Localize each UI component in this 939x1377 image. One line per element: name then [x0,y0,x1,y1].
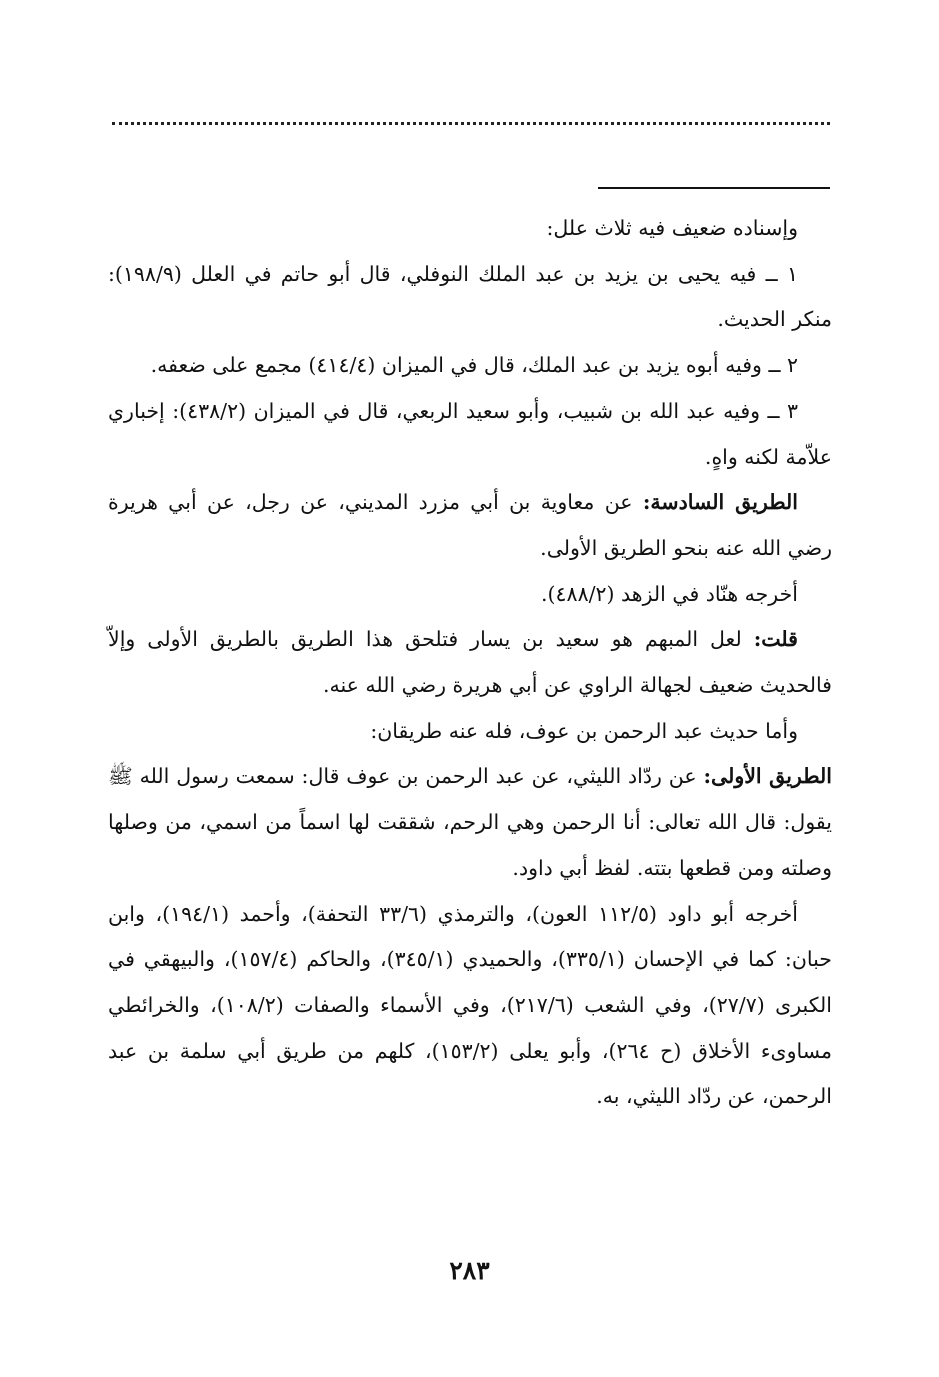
paragraph-abdulrahman: وأما حديث عبد الرحمن بن عوف، فله عنه طريقان: [370,718,798,743]
paragraph-intro: وإسناده ضعيف فيه ثلاث علل: [546,216,798,240]
paragraph-hannad: أخرجه هنّاد في الزهد (٤٨٨/٢). [541,581,798,606]
paragraph-takhrij: أخرجه أبو داود (١١٢/٥ العون)، والترمذي (٣٣/٦ التحفة)، وأحمد (١٩٤/١)، وابن حبان: كما في الإحسان (٣٣٥/١)، والحميدي (٣٤٥/١)، والحاكم (١٥٧/٤)، والبيهقي في الكبرى (٢٧/٧)، وفي الشعب (٢١٧/٦)، وفي الأسماء والصفات (١٠٨/٢)، والخرائطي مساوىء الأخلاق (ح ٢٦٤)، وأبو يعلى (١٥٣/٢)، كلهم من طريق أبي سلمة بن عبد الرحمن، عن ردّاد الليثي، به. [108,901,832,1109]
qultu-label: قلت: [753,627,798,652]
paragraph-first-route [108,754,832,891]
first-route-label: الطريق الأولى: [703,764,832,789]
page-number: ٢٨٣ [449,1256,490,1285]
qultu-body: لعل المبهم هو سعيد بن يسار فتلحق هذا الطريق بالطريق الأولى وإلاّ فالحديث ضعيف لجهالة الراوي عن أبي هريرة رضي الله عنه. [108,627,832,698]
paragraph-illa-2: ٢ ــ وفيه أبوه يزيد بن عبد الملك، قال في الميزان (٤١٤/٤) مجمع على ضعفه. [150,353,798,378]
paragraph-illa-1: ١ ــ فيه يحيى بن يزيد بن عبد الملك النوفلي، قال أبو حاتم في العلل (١٩٨/٩): منكر الحديث. [108,261,832,332]
body-text [108,206,832,1120]
paragraph-sixth-route [108,480,832,571]
footnote-rule [598,187,830,189]
sixth-route-body: عن معاوية بن أبي مزرد المديني، عن رجل، عن أبي هريرة رضي الله عنه بنحو الطريق الأولى. [108,490,832,560]
paragraph-illa-3: ٣ ــ وفيه عبد الله بن شبيب، وأبو سعيد الربعي، قال في الميزان (٤٣٨/٢): إخباري علاّمة لكنه واهٍ. [108,398,832,469]
sixth-route-label: الطريق السادسة: [642,490,798,515]
dotted-separator [112,122,830,125]
paragraph-qultu [108,617,832,708]
first-route-body: عن ردّاد الليثي، عن عبد الرحمن بن عوف قال: سمعت رسول الله ﷺ يقول: قال الله تعالى: أنا الرحمن وهي الرحم، شققت لها اسماً من اسمي، من وصلها وصلته ومن قطعها بتته. لفظ أبي داود. [108,764,832,880]
